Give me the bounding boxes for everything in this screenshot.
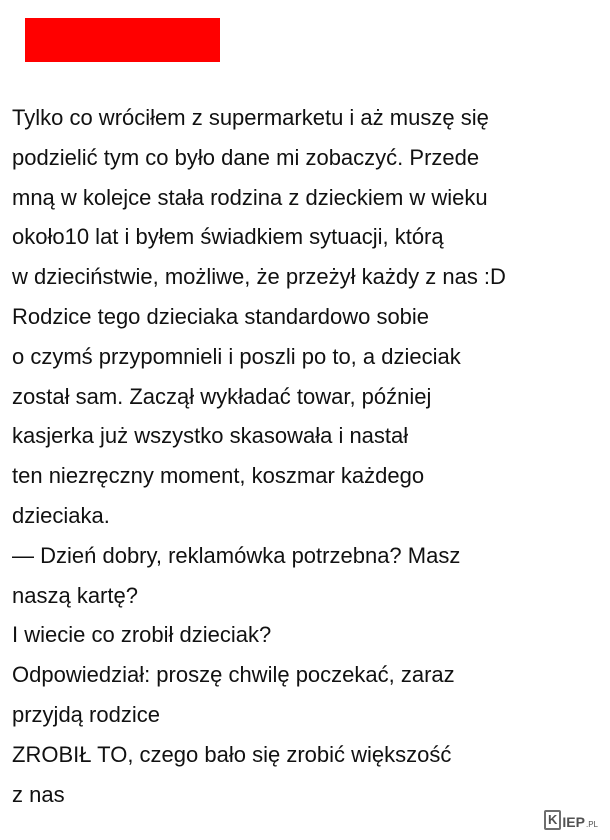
redacted-header-block bbox=[25, 18, 220, 62]
post-line: Tylko co wróciłem z supermarketu i aż muszę się bbox=[12, 105, 489, 130]
post-line: naszą kartę? bbox=[12, 582, 138, 608]
post-line: — Dzień dobry, reklamówka potrzebna? Masz bbox=[12, 542, 461, 568]
post-line: Odpowiedział: proszę chwilę poczekać, zaraz bbox=[12, 662, 455, 688]
kiep-watermark bbox=[544, 810, 598, 830]
watermark-logo-box: K bbox=[544, 810, 561, 830]
post-line: o czymś przypomnieli i poszli po to, a dzieciak bbox=[12, 343, 461, 369]
post-line: kasjerka już wszystko skasowała i nastał bbox=[12, 423, 409, 449]
post-line: został sam. Zaczął wykładać towar, później bbox=[12, 383, 432, 409]
post-line: Rodzice tego dzieciaka standardowo sobie bbox=[12, 303, 430, 329]
post-line: z nas bbox=[12, 781, 65, 807]
post-line: I wiecie co zrobił dzieciak? bbox=[12, 622, 272, 648]
watermark-logo-tld: .PL bbox=[585, 820, 598, 829]
watermark-logo-text: IEP bbox=[562, 814, 585, 830]
post-line: przyjdą rodzice bbox=[12, 701, 160, 727]
post-line: około10 lat i byłem świadkiem sytuacji, którą bbox=[12, 224, 444, 250]
post-line: podzielić tym co było dane mi zobaczyć. Przede bbox=[12, 144, 480, 170]
post-line: ZROBIŁ TO, czego bało się zrobić większość bbox=[12, 741, 452, 767]
post-line: dzieciaka. bbox=[12, 502, 110, 528]
post-text bbox=[12, 98, 608, 814]
post-line: ten niezręczny moment, koszmar każdego bbox=[12, 463, 425, 489]
post-line: mną w kolejce stała rodzina z dzieckiem w wieku bbox=[12, 184, 488, 210]
post-line: w dzieciństwie, możliwe, że przeżył każdy z nas :D bbox=[12, 264, 506, 290]
